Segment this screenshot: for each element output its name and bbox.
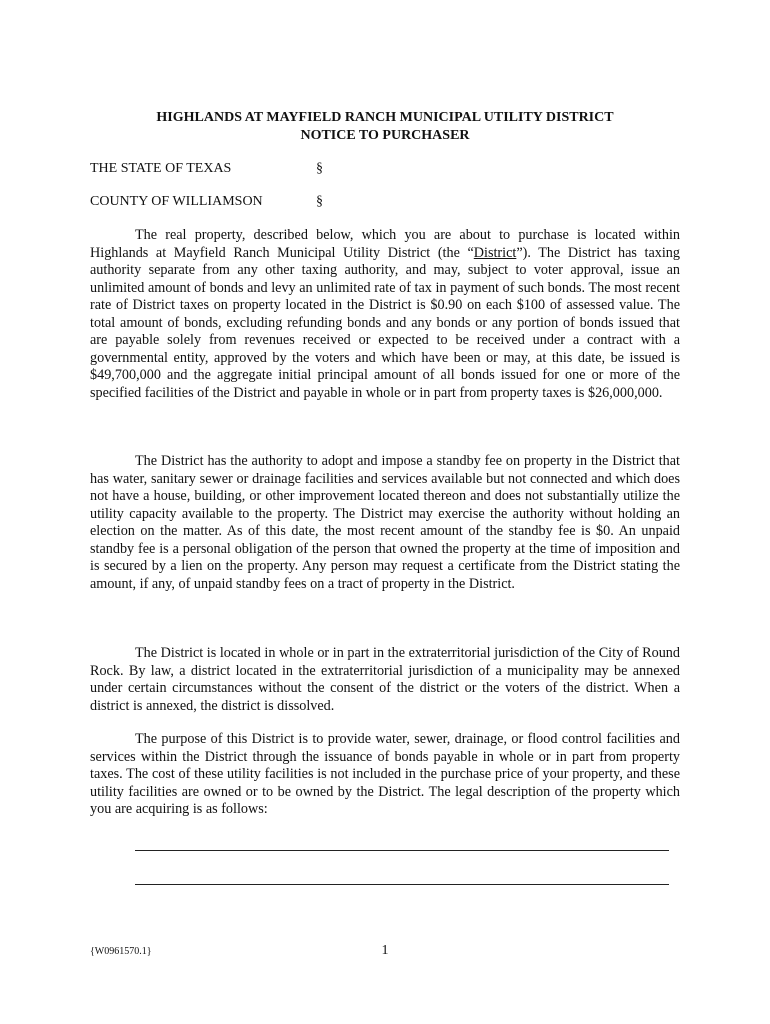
document-subtitle: NOTICE TO PURCHASER [300,128,470,143]
paragraph-text: The real property, described below, which you are about to purchase is located within Highlands at Mayfield Ranch Municipal Utility District (the “ [90,227,680,261]
document-code: {W0961570.1} [90,946,152,957]
paragraph-standby-fee: The District has the authority to adopt and impose a standby fee on property in the District that has water, sanitary sewer or drainage facilities and services available but not connected and which does not have a house, building, or other improvement located thereon and does not substantially utilize the utility capacity available to the property. The District may exercise the authority without holding an election on the matter. As of this date, the most recent amount of the standby fee is $0. An unpaid standby fee is a personal obligation of the person that owned the property at the time of imposition and is secured by a lien on the property. Any person may request a certificate from the District stating the amount, if any, of unpaid standby fees on a tract of property in the District. [90,453,680,592]
legal-description-blank-line [135,884,669,885]
document-title: HIGHLANDS AT MAYFIELD RANCH MUNICIPAL UTILITY DISTRICT [156,110,614,125]
paragraph-text: ”). The District has taxing authority separate from any other taxing authority, and may, subject to voter approval, issue an unlimited amount of bonds and levy an unlimited rate of tax in payment of such bonds. The most recent rate of District taxes on property located in the District is $0.90 on each $100 of assessed value. The total amount of bonds, excluding refunding bonds and any bonds or any portion of bonds issued that are payable solely from revenues received or expected to be received under a contract with a governmental entity, approved by the voters and which have been or may, at this date, be issued is $49,700,000 and the aggregate initial principal amount of all bonds issued for one or more of the specified facilities of the District and payable in whole or in part from property taxes is $26,000,000. [90,244,680,401]
legal-description-blank-line [135,850,669,851]
state-label: THE STATE OF TEXAS [90,161,232,176]
section-symbol: § [316,161,323,176]
paragraph-annexation: The District is located in whole or in part in the extraterritorial jurisdiction of the City of Round Rock. By law, a district located in the extraterritorial jurisdiction of a municipality may be annexed under certain circumstances without the consent of the district or the voters of the district. When a district is annexed, the district is dissolved. [90,645,680,714]
district-defined-term: District [473,244,517,261]
section-symbol: § [316,194,323,209]
state-caption [90,160,323,178]
paragraph-purpose: The purpose of this District is to provide water, sewer, drainage, or flood control facilities and services within the District through the issuance of bonds payable in whole or in part from property taxes. The cost of these utility facilities is not included in the purchase price of your property, and these utility facilities are owned or to be owned by the District. The legal description of the property which you are acquiring is as follows: [90,731,680,818]
page-number: 1 [381,943,389,958]
county-caption [90,193,323,211]
county-label: COUNTY OF WILLIAMSON [90,194,263,209]
paragraph-tax-notice [90,227,680,402]
